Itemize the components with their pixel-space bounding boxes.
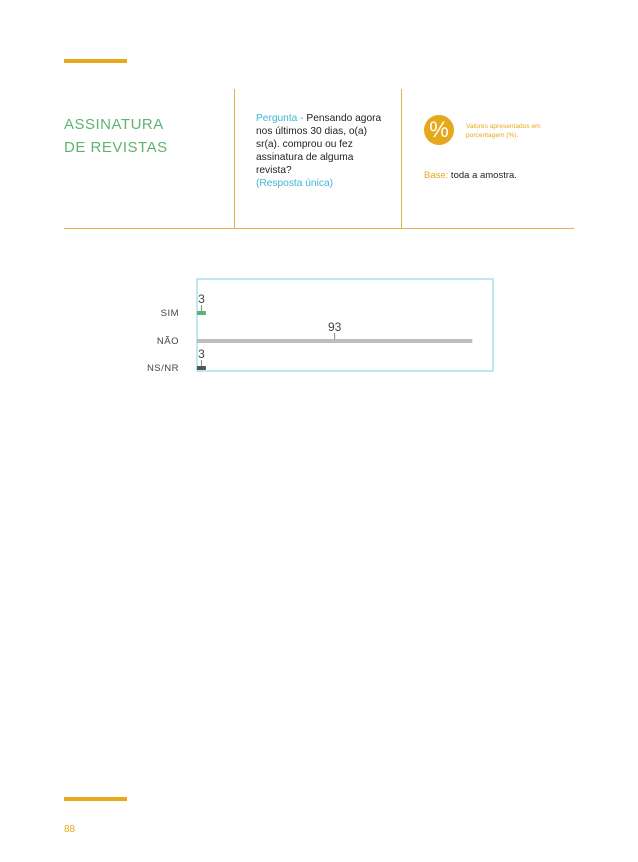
- base-text: toda a amostra.: [448, 170, 517, 181]
- title-line-2: DE REVISTAS: [64, 139, 168, 156]
- base-label: Base:: [424, 170, 449, 181]
- title-line-1: ASSINATURA: [64, 116, 164, 133]
- category-label-2: NÃO: [156, 336, 179, 347]
- question-text: Pensando agora nos últimos 30 dias, o(a) sr(a). comprou ou fez assinatura de alguma revista?: [256, 113, 382, 176]
- bar-1: [197, 311, 206, 315]
- page-number: 88: [64, 824, 76, 835]
- bar-2: [197, 339, 472, 343]
- base-note: [424, 170, 517, 181]
- data-label-3: 3: [198, 347, 205, 361]
- question-note: (Resposta única): [256, 178, 334, 189]
- values-note: Valores apresentados em porcentagem (%).: [466, 123, 541, 139]
- bar-chart: [100, 270, 520, 390]
- column-divider-1: [234, 89, 235, 228]
- bottom-accent-rule: [64, 797, 127, 801]
- data-label-1: 3: [198, 292, 205, 306]
- percent-icon: %: [424, 115, 454, 145]
- category-label-1: SIM: [160, 308, 179, 319]
- question-label: Pergunta -: [256, 113, 307, 124]
- question-block: [256, 112, 391, 190]
- section-title: [64, 113, 168, 159]
- bar-3: [197, 366, 206, 370]
- column-divider-2: [401, 89, 402, 228]
- data-label-2: 93: [327, 320, 342, 334]
- chart-frame: [197, 279, 493, 371]
- header-bottom-rule: [64, 228, 574, 229]
- top-accent-rule: [64, 59, 127, 63]
- category-label-3: NS/NR: [146, 363, 179, 374]
